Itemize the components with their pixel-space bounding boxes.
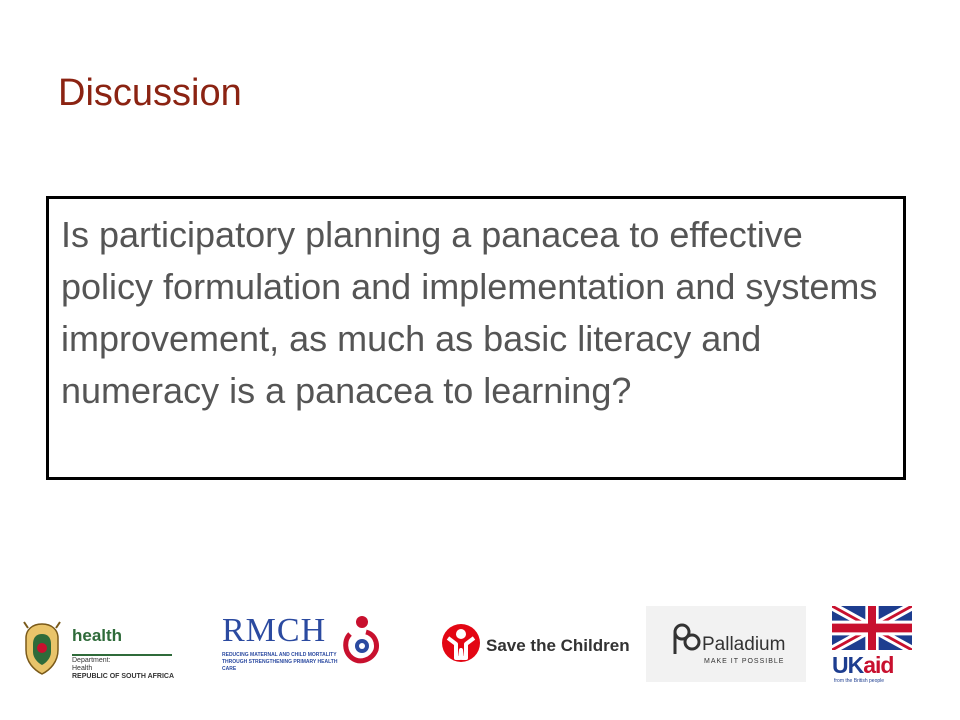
palladium-word: Palladium <box>702 634 786 655</box>
health-logo-subtitle <box>72 657 182 681</box>
rmch-tag-line1: REDUCING MATERNAL AND CHILD MORTALITY <box>222 652 337 658</box>
save-the-children-logo <box>440 622 650 666</box>
rmch-tag-line2: THROUGH STRENGTHENING PRIMARY HEALTH CARE <box>222 659 338 672</box>
union-flag-icon <box>832 606 912 650</box>
question-text: Is participatory planning a panacea to effective policy formulation and implementation and systems improvement, as much as basic literacy and numeracy is a panacea to learning? <box>61 214 878 411</box>
child-figure-icon <box>440 622 482 664</box>
coat-of-arms-icon <box>18 620 66 676</box>
palladium-logo <box>646 606 806 682</box>
rmch-logo-word: RMCH <box>222 612 327 649</box>
save-the-children-word: Save the Children <box>486 636 630 655</box>
slide-title: Discussion <box>58 72 242 114</box>
health-logo-word: health <box>72 626 123 645</box>
health-logo-divider <box>72 654 172 656</box>
ukaid-logo <box>832 606 914 686</box>
health-logo-line1: Department: <box>72 657 111 664</box>
ukaid-tagline: from the British people <box>834 678 885 684</box>
rmch-logo <box>218 612 382 672</box>
ukaid-uk: UK <box>832 652 864 678</box>
partner-logos <box>0 598 960 688</box>
health-logo-line3: REPUBLIC OF SOUTH AFRICA <box>72 673 175 680</box>
palladium-tagline: MAKE IT POSSIBLE <box>704 658 785 665</box>
ukaid-word <box>832 652 893 679</box>
mother-child-icon <box>340 614 380 664</box>
question-box <box>46 196 906 480</box>
health-logo-line2: Health <box>72 665 93 672</box>
health-department-logo <box>18 620 176 678</box>
rmch-logo-tagline <box>222 652 342 673</box>
ukaid-aid: aid <box>863 652 894 678</box>
